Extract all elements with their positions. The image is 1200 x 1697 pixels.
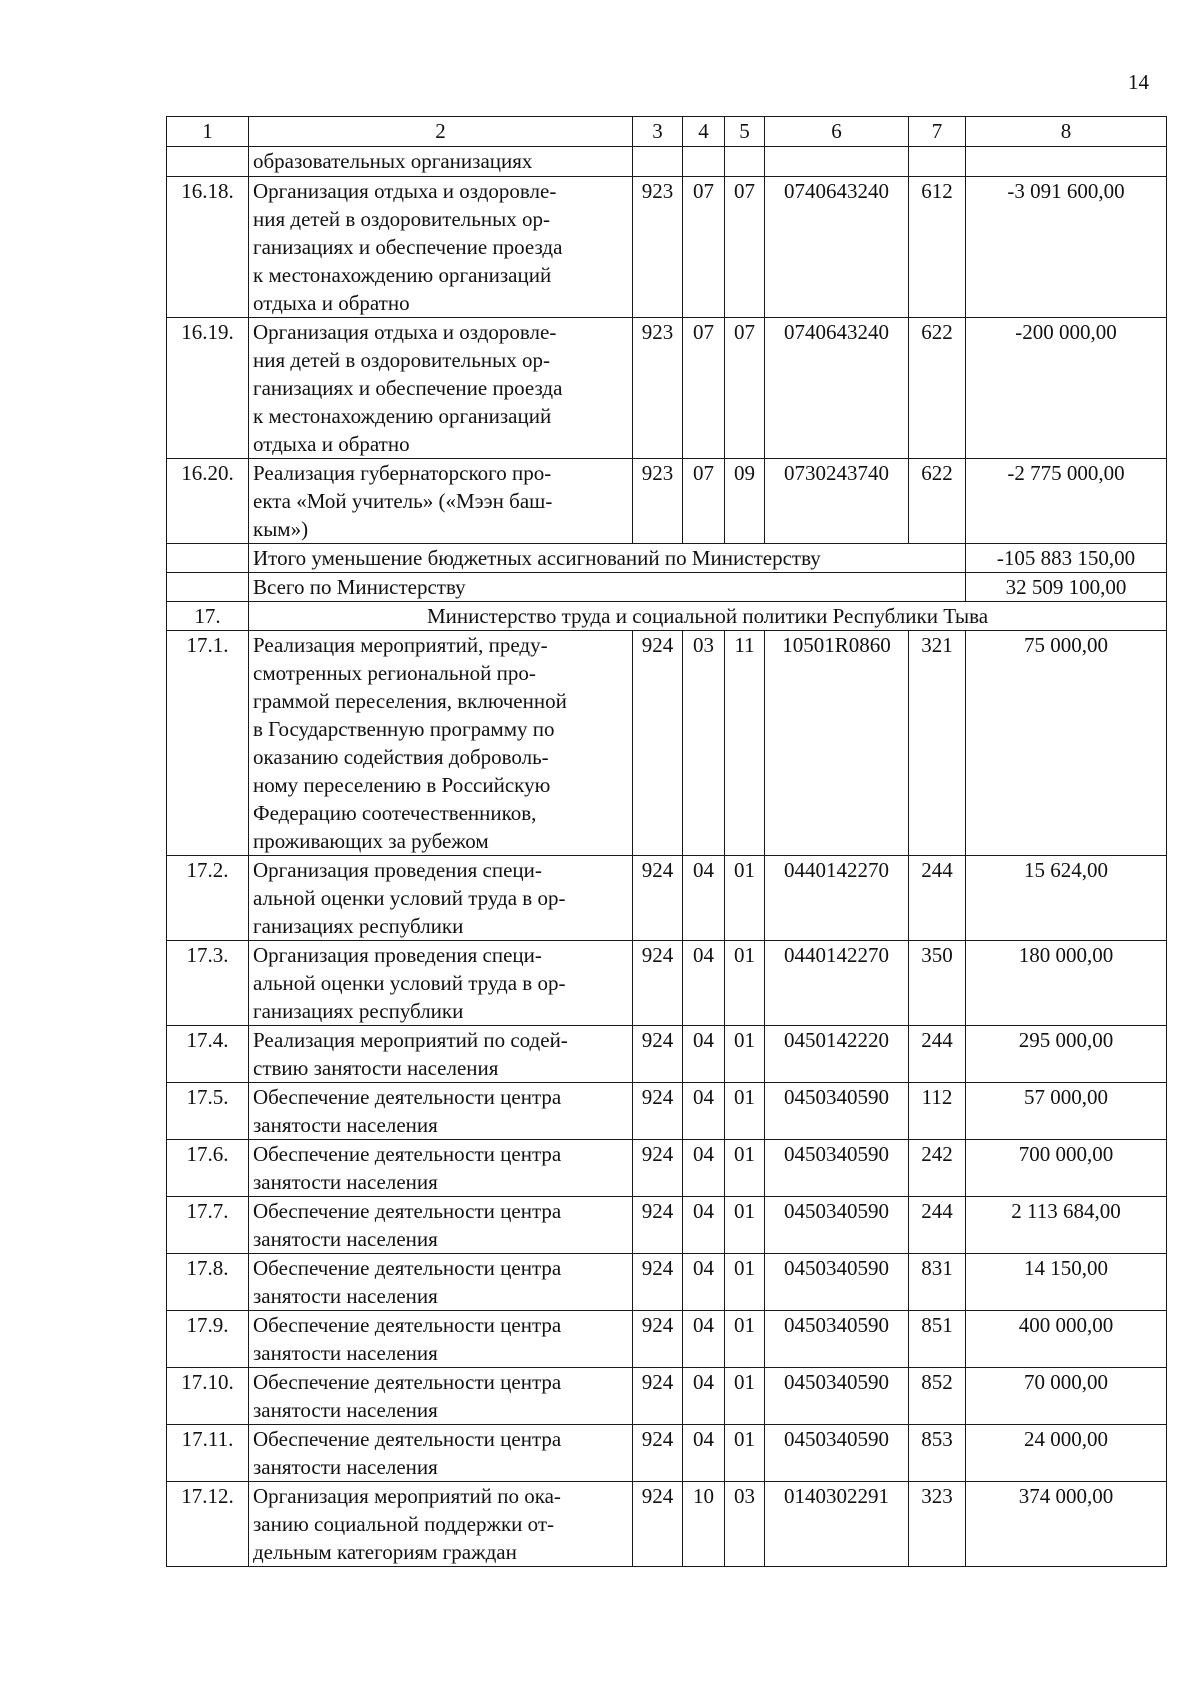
row-code-7: 622 (909, 459, 966, 544)
summary-decrease-value: -105 883 150,00 (966, 544, 1167, 573)
row-number: 16.20. (167, 459, 249, 544)
row-code-3: 924 (633, 1311, 683, 1368)
summary-empty-cell (167, 544, 249, 573)
row-code-6: 0450340590 (765, 1140, 909, 1197)
table-row (167, 1482, 1167, 1567)
row-code-6: 0440142270 (765, 941, 909, 1026)
row-number: 17.7. (167, 1197, 249, 1254)
col-header-4: 4 (683, 117, 725, 147)
table-row (167, 1083, 1167, 1140)
row-code-3: 923 (633, 459, 683, 544)
row-amount: 24 000,00 (966, 1425, 1167, 1482)
row-code-3: 923 (633, 318, 683, 459)
row-amount: 57 000,00 (966, 1083, 1167, 1140)
table-row (167, 941, 1167, 1026)
row-code-7: 244 (909, 1197, 966, 1254)
row-number: 16.19. (167, 318, 249, 459)
row-number: 17.2. (167, 856, 249, 941)
row-code-5: 11 (725, 631, 765, 856)
row-code-7: 242 (909, 1140, 966, 1197)
table-row (167, 459, 1167, 544)
row-name: Организация мероприятий по ока- занию социальной поддержки от- дельным категориям граждан (249, 1482, 633, 1567)
row-code-6: 0440142270 (765, 856, 909, 941)
row-code-3: 924 (633, 631, 683, 856)
row-name: Организация отдыха и оздоровле- ния детей в оздоровительных ор- ганизациях и обеспечение проезда к местонахождению организаций отдыха и обратно (249, 318, 633, 459)
row-code-4: 04 (683, 1368, 725, 1425)
row-code-4: 04 (683, 1311, 725, 1368)
row-amount: -3 091 600,00 (966, 177, 1167, 318)
col-header-5: 5 (725, 117, 765, 147)
row-code-7: 321 (909, 631, 966, 856)
row-number: 17.1. (167, 631, 249, 856)
section-heading-row (167, 602, 1167, 631)
row-name: Обеспечение деятельности центра занятости населения (249, 1140, 633, 1197)
row-name: Организация проведения специ- альной оценки условий труда в ор- ганизациях республики (249, 941, 633, 1026)
row-number: 17.3. (167, 941, 249, 1026)
row-number: 17.6. (167, 1140, 249, 1197)
row-amount: 374 000,00 (966, 1482, 1167, 1567)
row-code-3: 924 (633, 856, 683, 941)
row-code-6: 0450340590 (765, 1083, 909, 1140)
row-number: 17.5. (167, 1083, 249, 1140)
row-name: Реализация мероприятий, преду- смотренных региональной про- граммой переселения, включенной в Государственную программу по оказанию содействия доброволь- ному переселению в Российскую Федерацию соотечественников, проживающих за рубежом (249, 631, 633, 856)
row-code-3: 924 (633, 1083, 683, 1140)
row-code-6: 0140302291 (765, 1482, 909, 1567)
row-code-5: 01 (725, 1197, 765, 1254)
row-code-7: 852 (909, 1368, 966, 1425)
row-number: 17.10. (167, 1368, 249, 1425)
row-code-6: 0730243740 (765, 459, 909, 544)
row-code-3: 924 (633, 1254, 683, 1311)
row-amount: 400 000,00 (966, 1311, 1167, 1368)
table-row (167, 1254, 1167, 1311)
row-name: Обеспечение деятельности центра занятости населения (249, 1425, 633, 1482)
row-code-7: 831 (909, 1254, 966, 1311)
col-header-1: 1 (167, 117, 249, 147)
row-code-5: 01 (725, 1254, 765, 1311)
row-code-4: 04 (683, 1140, 725, 1197)
row-code-5: 07 (725, 177, 765, 318)
row-code-6: 10501R0860 (765, 631, 909, 856)
row-amount: -200 000,00 (966, 318, 1167, 459)
row-code-5: 03 (725, 1482, 765, 1567)
row-code-6: 0450340590 (765, 1254, 909, 1311)
section-number: 17. (167, 602, 249, 631)
section-title: Министерство труда и социальной политики Республики Тыва (249, 602, 1167, 631)
row-code-5: 01 (725, 1425, 765, 1482)
row-amount: 15 624,00 (966, 856, 1167, 941)
row-code-3: 924 (633, 941, 683, 1026)
row-code-4: 04 (683, 1254, 725, 1311)
table-row (167, 1026, 1167, 1083)
continued-text: образовательных организациях (249, 147, 633, 177)
row-code-7: 112 (909, 1083, 966, 1140)
row-code-5: 01 (725, 1140, 765, 1197)
row-name: Реализация мероприятий по содей- ствию занятости населения (249, 1026, 633, 1083)
table-row (167, 318, 1167, 459)
row-code-7: 851 (909, 1311, 966, 1368)
row-name: Обеспечение деятельности центра занятости населения (249, 1254, 633, 1311)
table-row (167, 1425, 1167, 1482)
col-header-7: 7 (909, 117, 966, 147)
row-code-5: 01 (725, 856, 765, 941)
row-amount: 14 150,00 (966, 1254, 1167, 1311)
row-code-4: 07 (683, 459, 725, 544)
row-number: 17.9. (167, 1311, 249, 1368)
summary-decrease-label: Итого уменьшение бюджетных ассигнований по Министерству (249, 544, 966, 573)
page-number: 14 (1128, 70, 1149, 94)
row-name: Реализация губернаторского про- екта «Мой учитель» («Мээн баш- кым») (249, 459, 633, 544)
row-number: 17.4. (167, 1026, 249, 1083)
row-code-4: 04 (683, 1083, 725, 1140)
table-row (167, 1368, 1167, 1425)
row-amount: 70 000,00 (966, 1368, 1167, 1425)
row-code-3: 924 (633, 1026, 683, 1083)
col-header-8: 8 (966, 117, 1167, 147)
row-code-5: 01 (725, 1368, 765, 1425)
summary-decrease-row (167, 544, 1167, 573)
row-code-5: 01 (725, 1083, 765, 1140)
row-amount: 180 000,00 (966, 941, 1167, 1026)
summary-empty-cell (167, 573, 249, 602)
row-code-3: 923 (633, 177, 683, 318)
row-amount: 700 000,00 (966, 1140, 1167, 1197)
row-code-5: 07 (725, 318, 765, 459)
summary-total-label: Всего по Министерству (249, 573, 966, 602)
row-code-4: 04 (683, 1197, 725, 1254)
row-code-4: 10 (683, 1482, 725, 1567)
row-name: Обеспечение деятельности центра занятости населения (249, 1083, 633, 1140)
row-name: Организация отдыха и оздоровле- ния детей в оздоровительных ор- ганизациях и обеспечение проезда к местонахождению организаций отдыха и обратно (249, 177, 633, 318)
table-row (167, 1140, 1167, 1197)
row-code-5: 01 (725, 941, 765, 1026)
row-code-3: 924 (633, 1197, 683, 1254)
row-code-4: 04 (683, 941, 725, 1026)
table-row (167, 856, 1167, 941)
row-number: 17.11. (167, 1425, 249, 1482)
table-row (167, 1311, 1167, 1368)
row-code-4: 03 (683, 631, 725, 856)
row-code-3: 924 (633, 1482, 683, 1567)
row-name: Обеспечение деятельности центра занятости населения (249, 1197, 633, 1254)
row-amount: 2 113 684,00 (966, 1197, 1167, 1254)
row-code-3: 924 (633, 1140, 683, 1197)
row-amount: -2 775 000,00 (966, 459, 1167, 544)
row-code-7: 350 (909, 941, 966, 1026)
row-amount: 75 000,00 (966, 631, 1167, 856)
budget-table (166, 116, 1167, 1567)
row-code-7: 244 (909, 856, 966, 941)
row-code-5: 09 (725, 459, 765, 544)
row-code-4: 07 (683, 177, 725, 318)
row-code-6: 0740643240 (765, 177, 909, 318)
row-code-6: 0450340590 (765, 1197, 909, 1254)
row-code-5: 01 (725, 1026, 765, 1083)
row-code-7: 323 (909, 1482, 966, 1567)
row-code-6: 0450340590 (765, 1311, 909, 1368)
row-code-6: 0450142220 (765, 1026, 909, 1083)
summary-total-row (167, 573, 1167, 602)
row-code-6: 0740643240 (765, 318, 909, 459)
row-number: 17.12. (167, 1482, 249, 1567)
row-amount: 295 000,00 (966, 1026, 1167, 1083)
row-code-7: 612 (909, 177, 966, 318)
continued-row (167, 147, 1167, 177)
row-code-5: 01 (725, 1311, 765, 1368)
row-code-4: 04 (683, 1026, 725, 1083)
table-row (167, 177, 1167, 318)
row-code-7: 853 (909, 1425, 966, 1482)
row-name: Обеспечение деятельности центра занятости населения (249, 1368, 633, 1425)
row-code-6: 0450340590 (765, 1425, 909, 1482)
table-row (167, 631, 1167, 856)
row-code-3: 924 (633, 1368, 683, 1425)
row-number: 16.18. (167, 177, 249, 318)
col-header-6: 6 (765, 117, 909, 147)
col-header-2: 2 (249, 117, 633, 147)
row-code-3: 924 (633, 1425, 683, 1482)
header-row (167, 117, 1167, 147)
row-code-7: 622 (909, 318, 966, 459)
table-row (167, 1197, 1167, 1254)
row-code-4: 04 (683, 1425, 725, 1482)
row-name: Организация проведения специ- альной оценки условий труда в ор- ганизациях республики (249, 856, 633, 941)
row-code-7: 244 (909, 1026, 966, 1083)
row-name: Обеспечение деятельности центра занятости населения (249, 1311, 633, 1368)
row-code-4: 07 (683, 318, 725, 459)
summary-total-value: 32 509 100,00 (966, 573, 1167, 602)
row-number: 17.8. (167, 1254, 249, 1311)
row-code-4: 04 (683, 856, 725, 941)
col-header-3: 3 (633, 117, 683, 147)
row-code-6: 0450340590 (765, 1368, 909, 1425)
